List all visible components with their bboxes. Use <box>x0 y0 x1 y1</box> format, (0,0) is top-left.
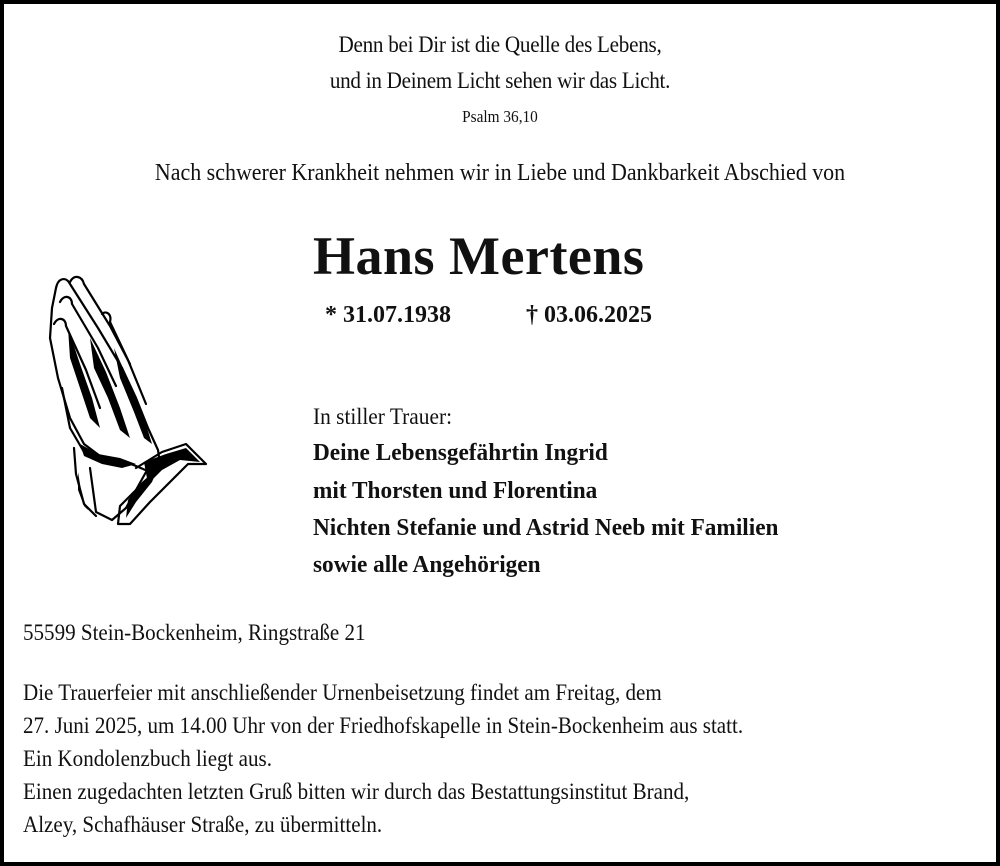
mourner-line-4: sowie alle Angehörigen <box>313 551 541 578</box>
intro-text: Nach schwerer Krankheit nehmen wir in Liebe und Dankbarkeit Abschied von <box>154 160 846 186</box>
verse-reference: Psalm 36,10 <box>462 107 538 126</box>
deceased-name: Hans Mertens <box>313 226 645 286</box>
praying-hands-icon <box>40 268 216 530</box>
mourner-line-1: Deine Lebensgefährtin Ingrid <box>313 439 608 466</box>
verse-line-2: und in Deinem Licht sehen wir das Licht. <box>329 68 671 93</box>
birth-date: * 31.07.1938 <box>325 302 451 328</box>
death-date: † 03.06.2025 <box>526 302 652 328</box>
ceremony-line-4: Einen zugedachten letzten Gruß bitten wir durch das Bestattungsinstitut Brand, <box>23 779 690 804</box>
mourner-line-2: mit Thorsten und Florentina <box>313 477 598 504</box>
mourners-label: In stiller Trauer: <box>313 404 453 429</box>
ceremony-line-3: Ein Kondolenzbuch liegt aus. <box>23 746 272 771</box>
mourner-line-3: Nichten Stefanie und Astrid Neeb mit Familien <box>313 514 779 541</box>
ceremony-line-5: Alzey, Schafhäuser Straße, zu übermitteln. <box>23 812 383 837</box>
ceremony-line-2: 27. Juni 2025, um 14.00 Uhr von der Friedhofskapelle in Stein-Bockenheim aus statt. <box>23 713 744 738</box>
verse-line-1: Denn bei Dir ist die Quelle des Lebens, <box>338 32 662 57</box>
address: 55599 Stein-Bockenheim, Ringstraße 21 <box>23 620 366 645</box>
ceremony-line-1: Die Trauerfeier mit anschließender Urnenbeisetzung findet am Freitag, dem <box>23 680 662 705</box>
